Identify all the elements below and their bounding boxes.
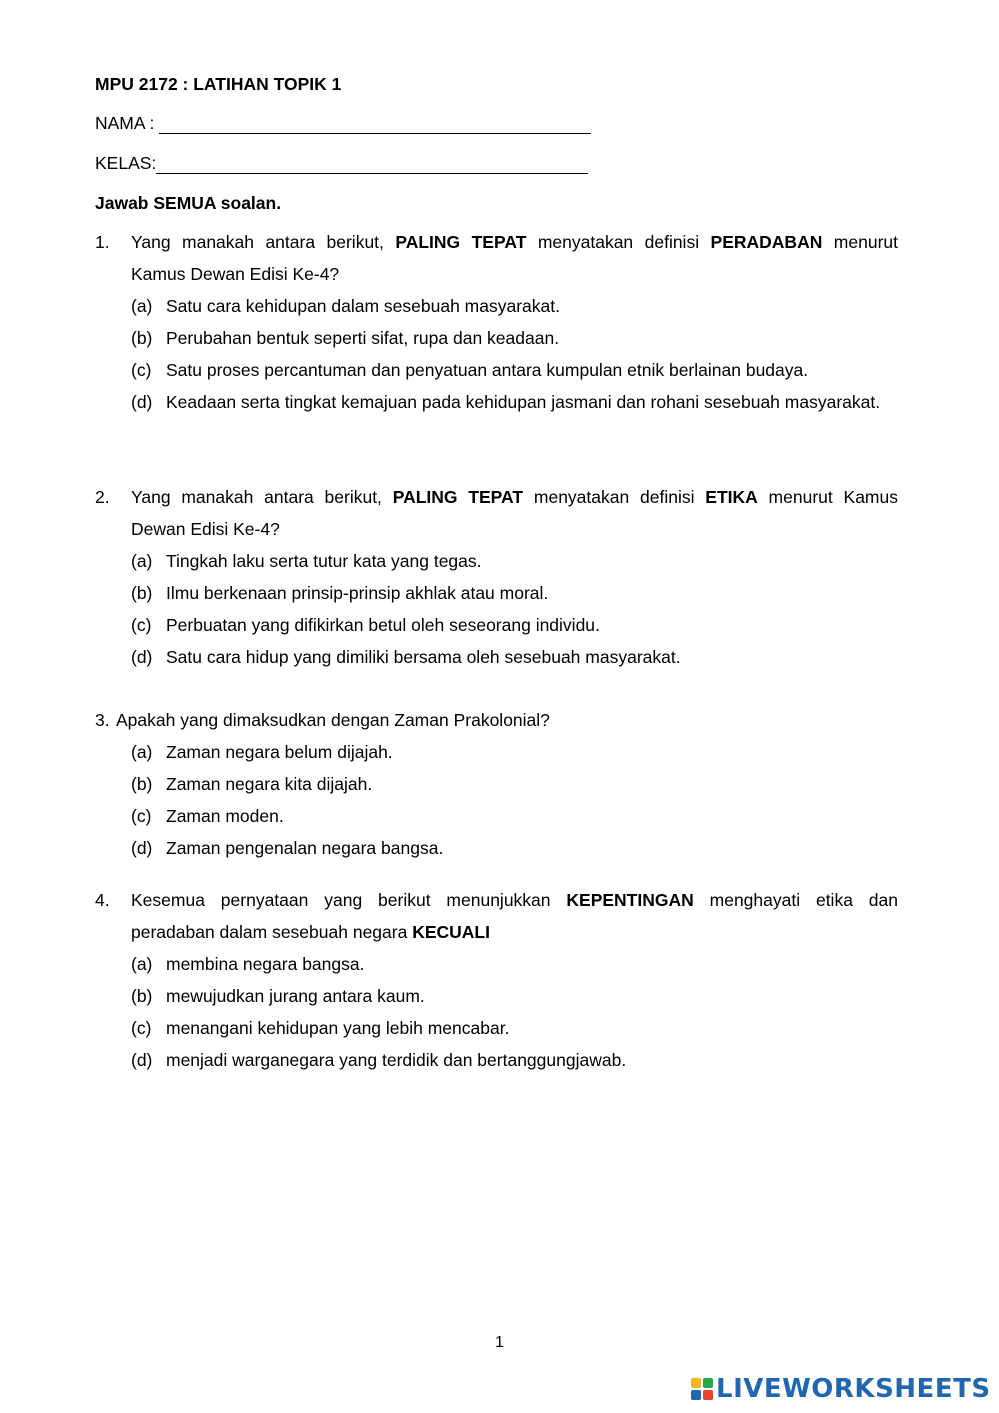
stem-text: menyatakan definisi xyxy=(523,487,706,507)
stem-text: Yang manakah antara berikut, xyxy=(131,487,393,507)
question-2 xyxy=(95,481,898,673)
option-text: Zaman moden. xyxy=(166,806,284,826)
option-a[interactable] xyxy=(95,545,898,577)
stem-text: Apakah yang dimaksudkan dengan Zaman Prakolonial? xyxy=(116,710,550,730)
option-text: mewujudkan jurang antara kaum. xyxy=(166,986,425,1006)
option-text: menangani kehidupan yang lebih mencabar. xyxy=(166,1018,510,1038)
name-field xyxy=(95,112,591,134)
name-label: NAMA : xyxy=(95,113,160,133)
option-label: (a) xyxy=(131,954,153,974)
option-text: membina negara bangsa. xyxy=(166,954,365,974)
name-blank-line[interactable] xyxy=(159,113,591,134)
option-d[interactable] xyxy=(95,1044,898,1076)
question-4 xyxy=(95,884,898,1076)
option-label: (d) xyxy=(131,1050,153,1070)
stem-text: Kesemua pernyataan yang berikut menunjukkan xyxy=(131,890,567,910)
class-blank-line[interactable] xyxy=(156,153,588,174)
option-a[interactable] xyxy=(95,290,898,322)
option-label: (c) xyxy=(131,806,152,826)
liveworksheets-logo xyxy=(691,1374,991,1404)
option-text: Ilmu berkenaan prinsip-prinsip akhlak atau moral. xyxy=(166,583,549,603)
logo-text: LIVEWORKSHEETS xyxy=(716,1374,991,1404)
option-text: Keadaan serta tingkat kemajuan pada kehidupan jasmani dan rohani sesebuah masyarakat. xyxy=(166,392,881,412)
option-d[interactable] xyxy=(95,832,898,864)
option-c[interactable] xyxy=(95,800,898,832)
option-d[interactable] xyxy=(95,641,898,673)
stem-emphasis: ETIKA xyxy=(705,487,758,507)
option-label: (c) xyxy=(131,615,152,635)
option-b[interactable] xyxy=(95,980,898,1012)
stem-emphasis: PALING TEPAT xyxy=(392,487,524,507)
option-label: (c) xyxy=(131,1018,152,1038)
stem-text: Yang manakah antara berikut, xyxy=(131,232,396,252)
option-text: Satu proses percantuman dan penyatuan antara kumpulan etnik berlainan budaya. xyxy=(166,360,809,380)
worksheet-title: MPU 2172 : LATIHAN TOPIK 1 xyxy=(95,74,342,94)
option-c[interactable] xyxy=(95,609,898,641)
option-text: Satu cara kehidupan dalam sesebuah masyarakat. xyxy=(166,296,560,316)
option-b[interactable] xyxy=(95,577,898,609)
option-label: (b) xyxy=(131,986,153,1006)
question-number: 1. xyxy=(95,232,110,252)
page-number: 1 xyxy=(495,1334,504,1351)
stem-emphasis: PERADABAN xyxy=(710,232,823,252)
stem-emphasis: KEPENTINGAN xyxy=(566,890,694,910)
option-a[interactable] xyxy=(95,948,898,980)
question-stem xyxy=(95,226,898,290)
stem-text: menghayati etika dan peradaban dalam sesebuah negara xyxy=(131,890,898,942)
option-label: (a) xyxy=(131,296,153,316)
option-label: (a) xyxy=(131,742,153,762)
option-text: Satu cara hidup yang dimiliki bersama oleh sesebuah masyarakat. xyxy=(166,647,681,667)
option-text: Perubahan bentuk seperti sifat, rupa dan keadaan. xyxy=(166,328,560,348)
option-label: (d) xyxy=(131,392,153,412)
question-number: 4. xyxy=(95,890,110,910)
option-text: Zaman negara kita dijajah. xyxy=(166,774,373,794)
stem-text: menyatakan definisi xyxy=(526,232,711,252)
option-c[interactable] xyxy=(95,354,898,386)
stem-emphasis: PALING TEPAT xyxy=(395,232,527,252)
question-stem xyxy=(95,704,898,736)
class-label: KELAS: xyxy=(95,153,157,173)
option-a[interactable] xyxy=(95,736,898,768)
instruction: Jawab SEMUA soalan. xyxy=(95,193,282,213)
option-text: Perbuatan yang difikirkan betul oleh seseorang individu. xyxy=(166,615,600,635)
option-b[interactable] xyxy=(95,768,898,800)
question-number: 2. xyxy=(95,487,110,507)
question-number: 3. xyxy=(95,710,110,730)
option-text: menjadi warganegara yang terdidik dan bertanggungjawab. xyxy=(166,1050,627,1070)
logo-blocks-icon xyxy=(691,1378,713,1400)
option-text: Tingkah laku serta tutur kata yang tegas. xyxy=(166,551,482,571)
option-text: Zaman pengenalan negara bangsa. xyxy=(166,838,444,858)
stem-emphasis: KECUALI xyxy=(412,922,490,942)
option-label: (d) xyxy=(131,838,153,858)
option-c[interactable] xyxy=(95,1012,898,1044)
question-stem xyxy=(95,884,898,948)
option-label: (b) xyxy=(131,774,153,794)
option-label: (a) xyxy=(131,551,153,571)
option-label: (d) xyxy=(131,647,153,667)
option-text: Zaman negara belum dijajah. xyxy=(166,742,393,762)
option-d[interactable] xyxy=(95,386,898,418)
question-1 xyxy=(95,226,898,418)
stem-text: menurut Kamus Dewan Edisi Ke-4? xyxy=(131,232,898,284)
option-label: (b) xyxy=(131,583,153,603)
question-stem xyxy=(95,481,898,545)
option-b[interactable] xyxy=(95,322,898,354)
stem-text: menurut Kamus Dewan Edisi Ke-4? xyxy=(131,487,898,539)
question-3 xyxy=(95,704,898,864)
class-field xyxy=(95,152,588,174)
option-label: (c) xyxy=(131,360,152,380)
option-label: (b) xyxy=(131,328,153,348)
